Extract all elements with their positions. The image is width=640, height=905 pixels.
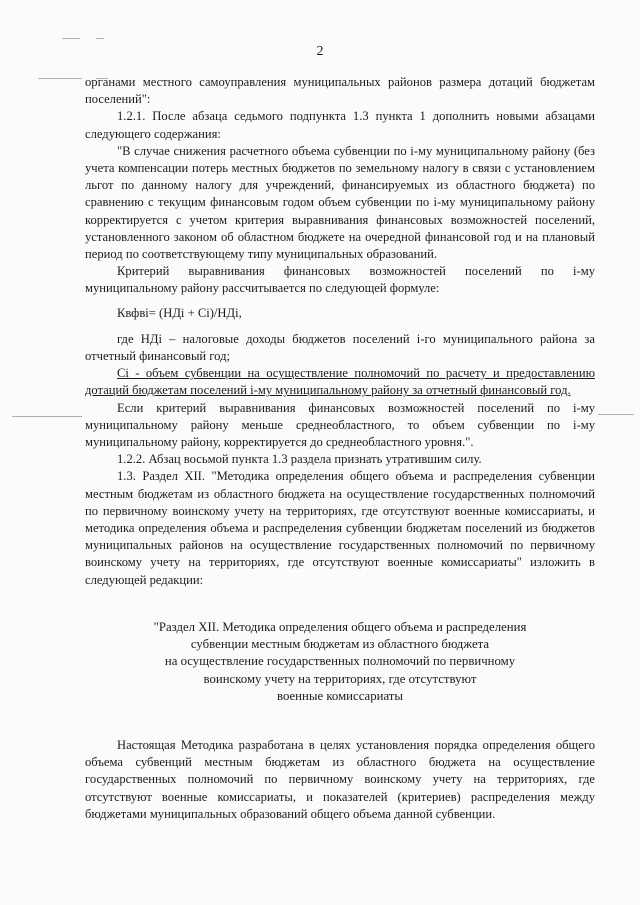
page-number: 2 <box>316 44 324 59</box>
scan-mark <box>96 38 104 39</box>
paragraph: Настоящая Методика разработана в целях установления порядка определения общего объема субвенций местным бюджетам из областного бюджета на осуществление государственных полномочий по первичному воинскому учету на территориях, где отсутствуют военные комиссариаты, и показателей (критериев) распределения между бюджетами муниципальных образований общего объема данной субвенции. <box>85 737 595 821</box>
section-heading-line: "Раздел XII. Методика определения общего объема и распределения <box>153 619 527 634</box>
scan-mark <box>38 78 82 79</box>
scan-mark <box>62 38 80 39</box>
paragraph: органами местного самоуправления муниципальных районов размера дотаций бюджетам поселений": <box>85 75 595 107</box>
section-heading <box>85 619 595 705</box>
paragraph: 1.3. Раздел XII. "Методика определения общего объема и распределения субвенции местным бюджетам из областного бюджета на осуществление государственных полномочий по первичному воинскому учету на территориях, где отсутствуют военные комиссариаты, и методика определения объема и распределения субвенции бюджетам поселений из бюджетов муниципальных районов на осуществление государственных полномочий по первичному воинскому учету на территориях, где отсутствуют военные комиссариаты" изложить в следующей редакции: <box>85 469 595 587</box>
section-heading-line: на осуществление государственных полномочий по первичному <box>164 654 516 669</box>
section-heading-line: военные комиссариаты <box>276 688 403 703</box>
document-body <box>85 74 595 823</box>
section-heading-line: субвенции местным бюджетам из областного бюджета <box>190 637 490 652</box>
paragraph: Критерий выравнивания финансовых возможностей поселений по i-му муниципальному району рассчитывается по следующей формуле: <box>85 264 595 296</box>
section-heading-line: воинскому учету на территориях, где отсутствуют <box>203 671 477 686</box>
paragraph: где НДi – налоговые доходы бюджетов поселений i-го муниципального района за отчетный финансовый год; <box>85 331 595 364</box>
paragraph: Сi - объем субвенции на осуществление полномочий по расчету и предоставлению дотаций бюджетам поселений i-му муниципальному району за отчетный финансовый год. <box>85 366 595 398</box>
paragraph: "В случае снижения расчетного объема субвенции по i-му муниципальному району (без учета компенсации потерь местных бюджетов по земельному налогу в связи с установлением льгот по данному налогу для учреждений, финансируемых из областного бюджета) по сравнению с текущим финансовым годом объем субвенции по i-му муниципальному району корректируется с учетом критерия выравнивания финансовых возможностей поселений, установленного законом об областном бюджете на очередной финансовой год и на плановый период по соответствующему типу муниципальных образований. <box>85 143 595 262</box>
formula: Квфвi= (НДi + Сi)/НДi, <box>117 305 242 320</box>
paragraph: 1.2.2. Абзац восьмой пункта 1.3 раздела признать утратившим силу. <box>117 452 482 467</box>
paragraph: Если критерий выравнивания финансовых возможностей поселений по i-му муниципальному району меньше среднеобластного, то объем субвенции по i-му муниципальному району, корректируется до среднеобластного уровня.". <box>85 400 595 450</box>
scan-mark <box>598 414 634 415</box>
paragraph: 1.2.1. После абзаца седьмого подпункта 1.3 пункта 1 дополнить новыми абзацами следующего содержания: <box>85 109 595 141</box>
scan-mark <box>12 416 82 417</box>
